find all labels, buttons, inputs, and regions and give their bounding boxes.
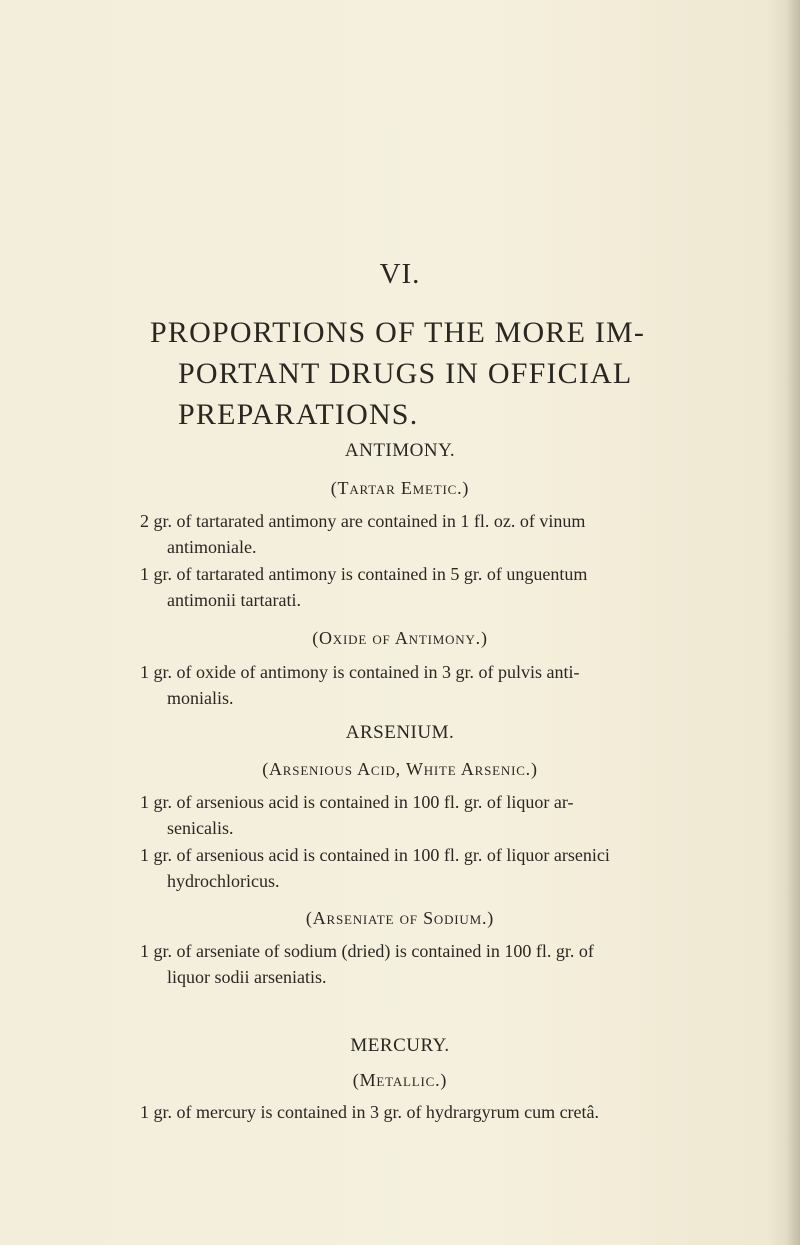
entry-line: senicalis. — [167, 818, 234, 838]
entry-tartar-emetic-1 — [140, 508, 700, 560]
section-heading-mercury: MERCURY. — [350, 1035, 450, 1056]
entry-arseniate-of-sodium — [140, 938, 700, 990]
entry-tartar-emetic-2 — [140, 561, 700, 613]
entry-line: monialis. — [167, 688, 234, 708]
section-heading-antimony: ANTIMONY. — [344, 440, 456, 461]
entry-arsenious-acid-1 — [140, 789, 700, 841]
entry-line: hydrochloricus. — [167, 871, 280, 891]
entry-line: liquor sodii arseniatis. — [167, 967, 327, 987]
subheading-arsenious-acid: (Arsenious Acid, White Arsenic.) — [262, 759, 538, 779]
subheading-metallic: (Metallic.) — [352, 1070, 448, 1090]
entry-arsenious-acid-2 — [140, 842, 700, 894]
title-line-2: PORTANT DRUGS IN OFFICIAL — [178, 357, 633, 390]
entry-line: 1 gr. of arseniate of sodium (dried) is contained in 100 fl. gr. of — [140, 941, 594, 961]
entry-line: 1 gr. of tartarated antimony is contained in 5 gr. of unguentum — [140, 564, 588, 584]
entry-line: 1 gr. of mercury is contained in 3 gr. of hydrargyrum cum cretâ. — [140, 1102, 600, 1122]
entry-oxide-of-antimony — [140, 659, 700, 711]
entry-line: antimonii tartarati. — [167, 590, 301, 610]
subheading-arseniate-of-sodium: (Arseniate of Sodium.) — [305, 908, 495, 928]
entry-line: 1 gr. of oxide of antimony is contained in 3 gr. of pulvis anti- — [140, 662, 580, 682]
entry-line: 2 gr. of tartarated antimony are contained in 1 fl. oz. of vinum — [140, 511, 586, 531]
entry-line: antimoniale. — [167, 537, 257, 557]
section-heading-arsenium: ARSENIUM. — [345, 722, 455, 743]
chapter-number: VI. — [379, 258, 421, 290]
subheading-tartar-emetic: (Tartar Emetic.) — [330, 478, 470, 498]
chapter-title — [150, 312, 710, 435]
title-line-3: PREPARATIONS. — [178, 398, 419, 431]
page-edge-shadow — [786, 0, 800, 1245]
entry-line: 1 gr. of arsenious acid is contained in 100 fl. gr. of liquor ar- — [140, 792, 574, 812]
entry-line: 1 gr. of arsenious acid is contained in 100 fl. gr. of liquor arsenici — [140, 845, 610, 865]
subheading-oxide-of-antimony: (Oxide of Antimony.) — [312, 628, 488, 648]
entry-mercury — [140, 1099, 700, 1125]
title-line-1: PROPORTIONS OF THE MORE IM- — [150, 316, 646, 349]
